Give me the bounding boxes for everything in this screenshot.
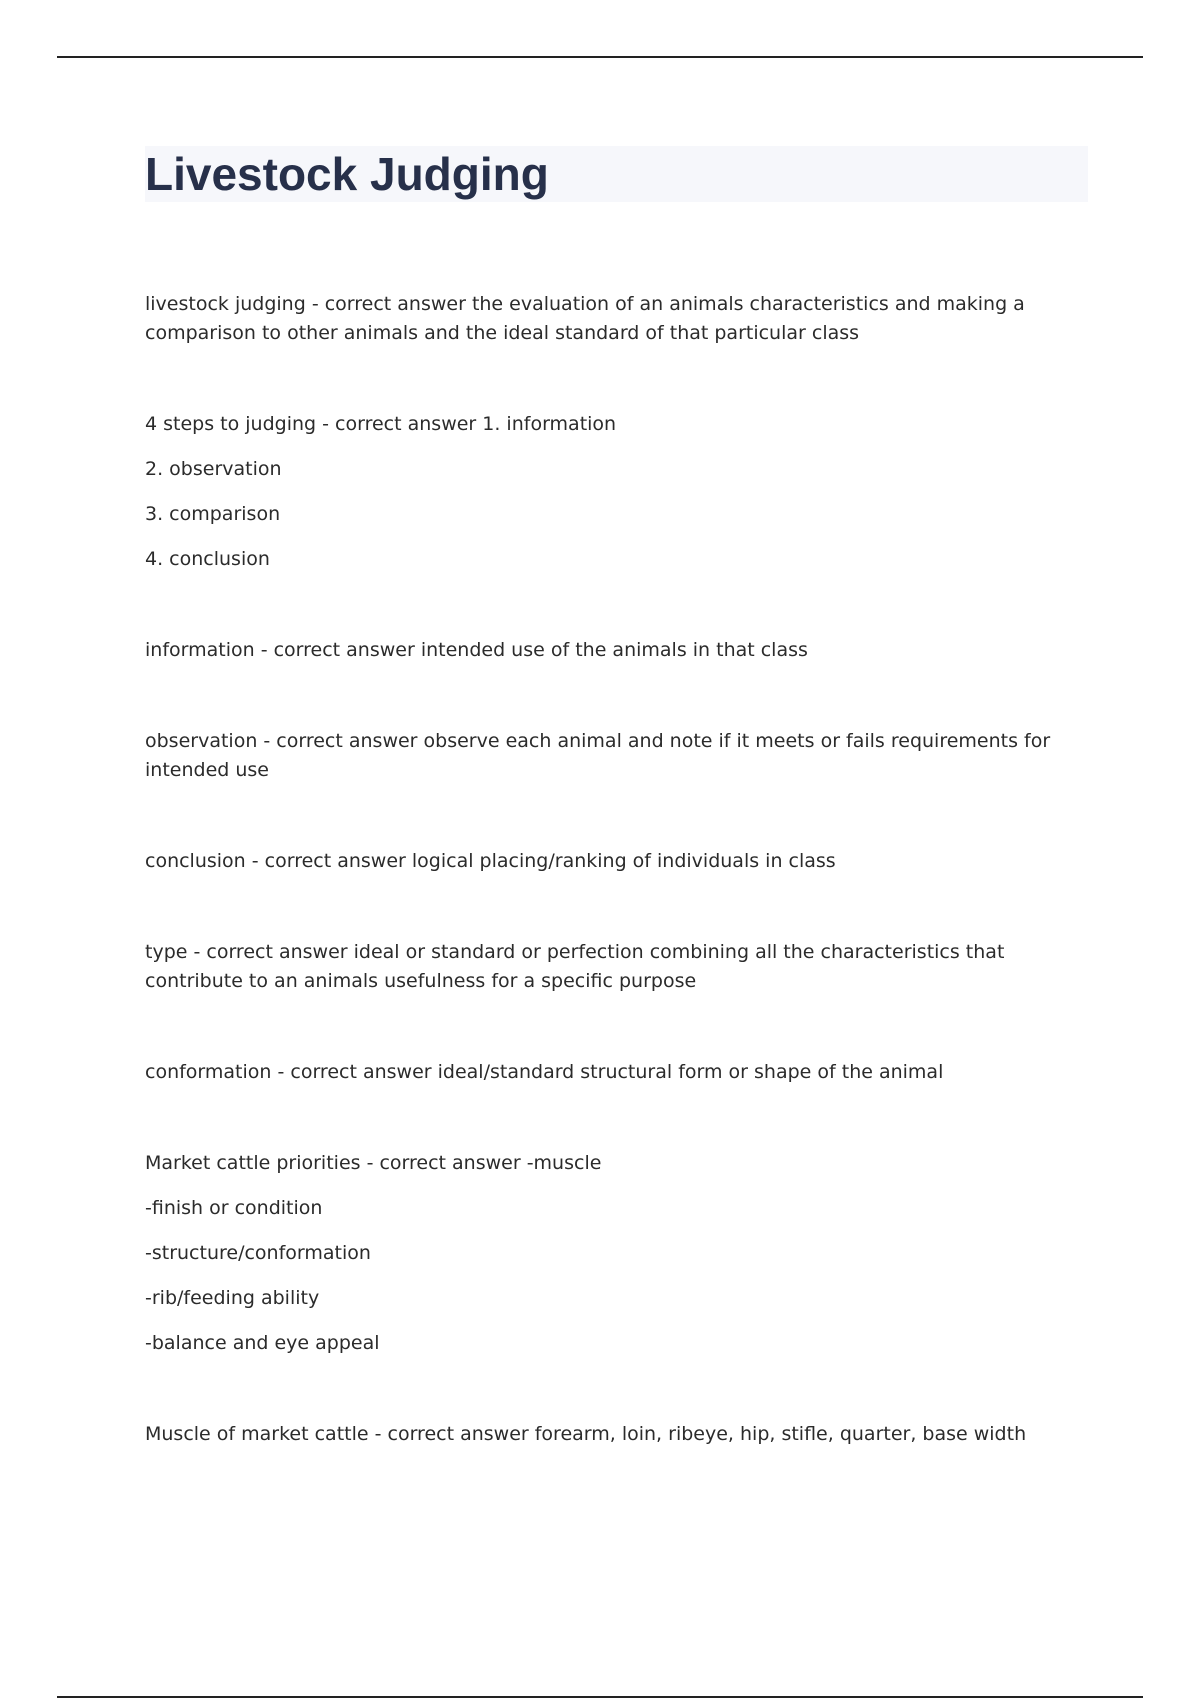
document-body [145,290,1090,1511]
list-item: -balance and eye appeal [145,1332,380,1354]
entry-text: type - correct answer ideal or standard or perfection combining all the characteristics that contribute to an animals usefulness for a specific purpose [145,941,1005,992]
entry-text: information - correct answer intended use of the animals in that class [145,639,808,661]
entry-text: observation - correct answer observe each animal and note if it meets or fails requirements for intended use [145,730,1051,781]
entry-text: Muscle of market cattle - correct answer forearm, loin, ribeye, hip, stifle, quarter, base width [145,1423,1027,1445]
list-item: 2. observation [145,458,282,480]
entry-text: livestock judging - correct answer the evaluation of an animals characteristics and making a comparison to other animals and the ideal standard of that particular class [145,293,1025,344]
entry-conformation [145,1058,1090,1087]
entry-type [145,938,1090,996]
entry-observation [145,727,1090,785]
top-rule [57,56,1143,58]
entry-conclusion [145,847,1090,876]
list-item: -rib/feeding ability [145,1287,320,1309]
list-item: -finish or condition [145,1197,323,1219]
page-title: Livestock Judging [145,148,549,200]
list-item: 3. comparison [145,503,281,525]
entry-livestock-judging [145,290,1090,348]
entry-information [145,636,1090,665]
list-item: -structure/conformation [145,1242,371,1264]
entry-market-cattle-priorities [145,1149,1090,1358]
entry-text: conclusion - correct answer logical placing/ranking of individuals in class [145,850,836,872]
entry-muscle-of-market-cattle [145,1420,1090,1449]
bottom-rule [57,1696,1143,1698]
entry-text: conformation - correct answer ideal/standard structural form or shape of the animal [145,1061,944,1083]
entry-four-steps [145,410,1090,574]
entry-text: 4 steps to judging - correct answer 1. information [145,413,617,435]
entry-text: Market cattle priorities - correct answer -muscle [145,1152,602,1174]
list-item: 4. conclusion [145,548,270,570]
